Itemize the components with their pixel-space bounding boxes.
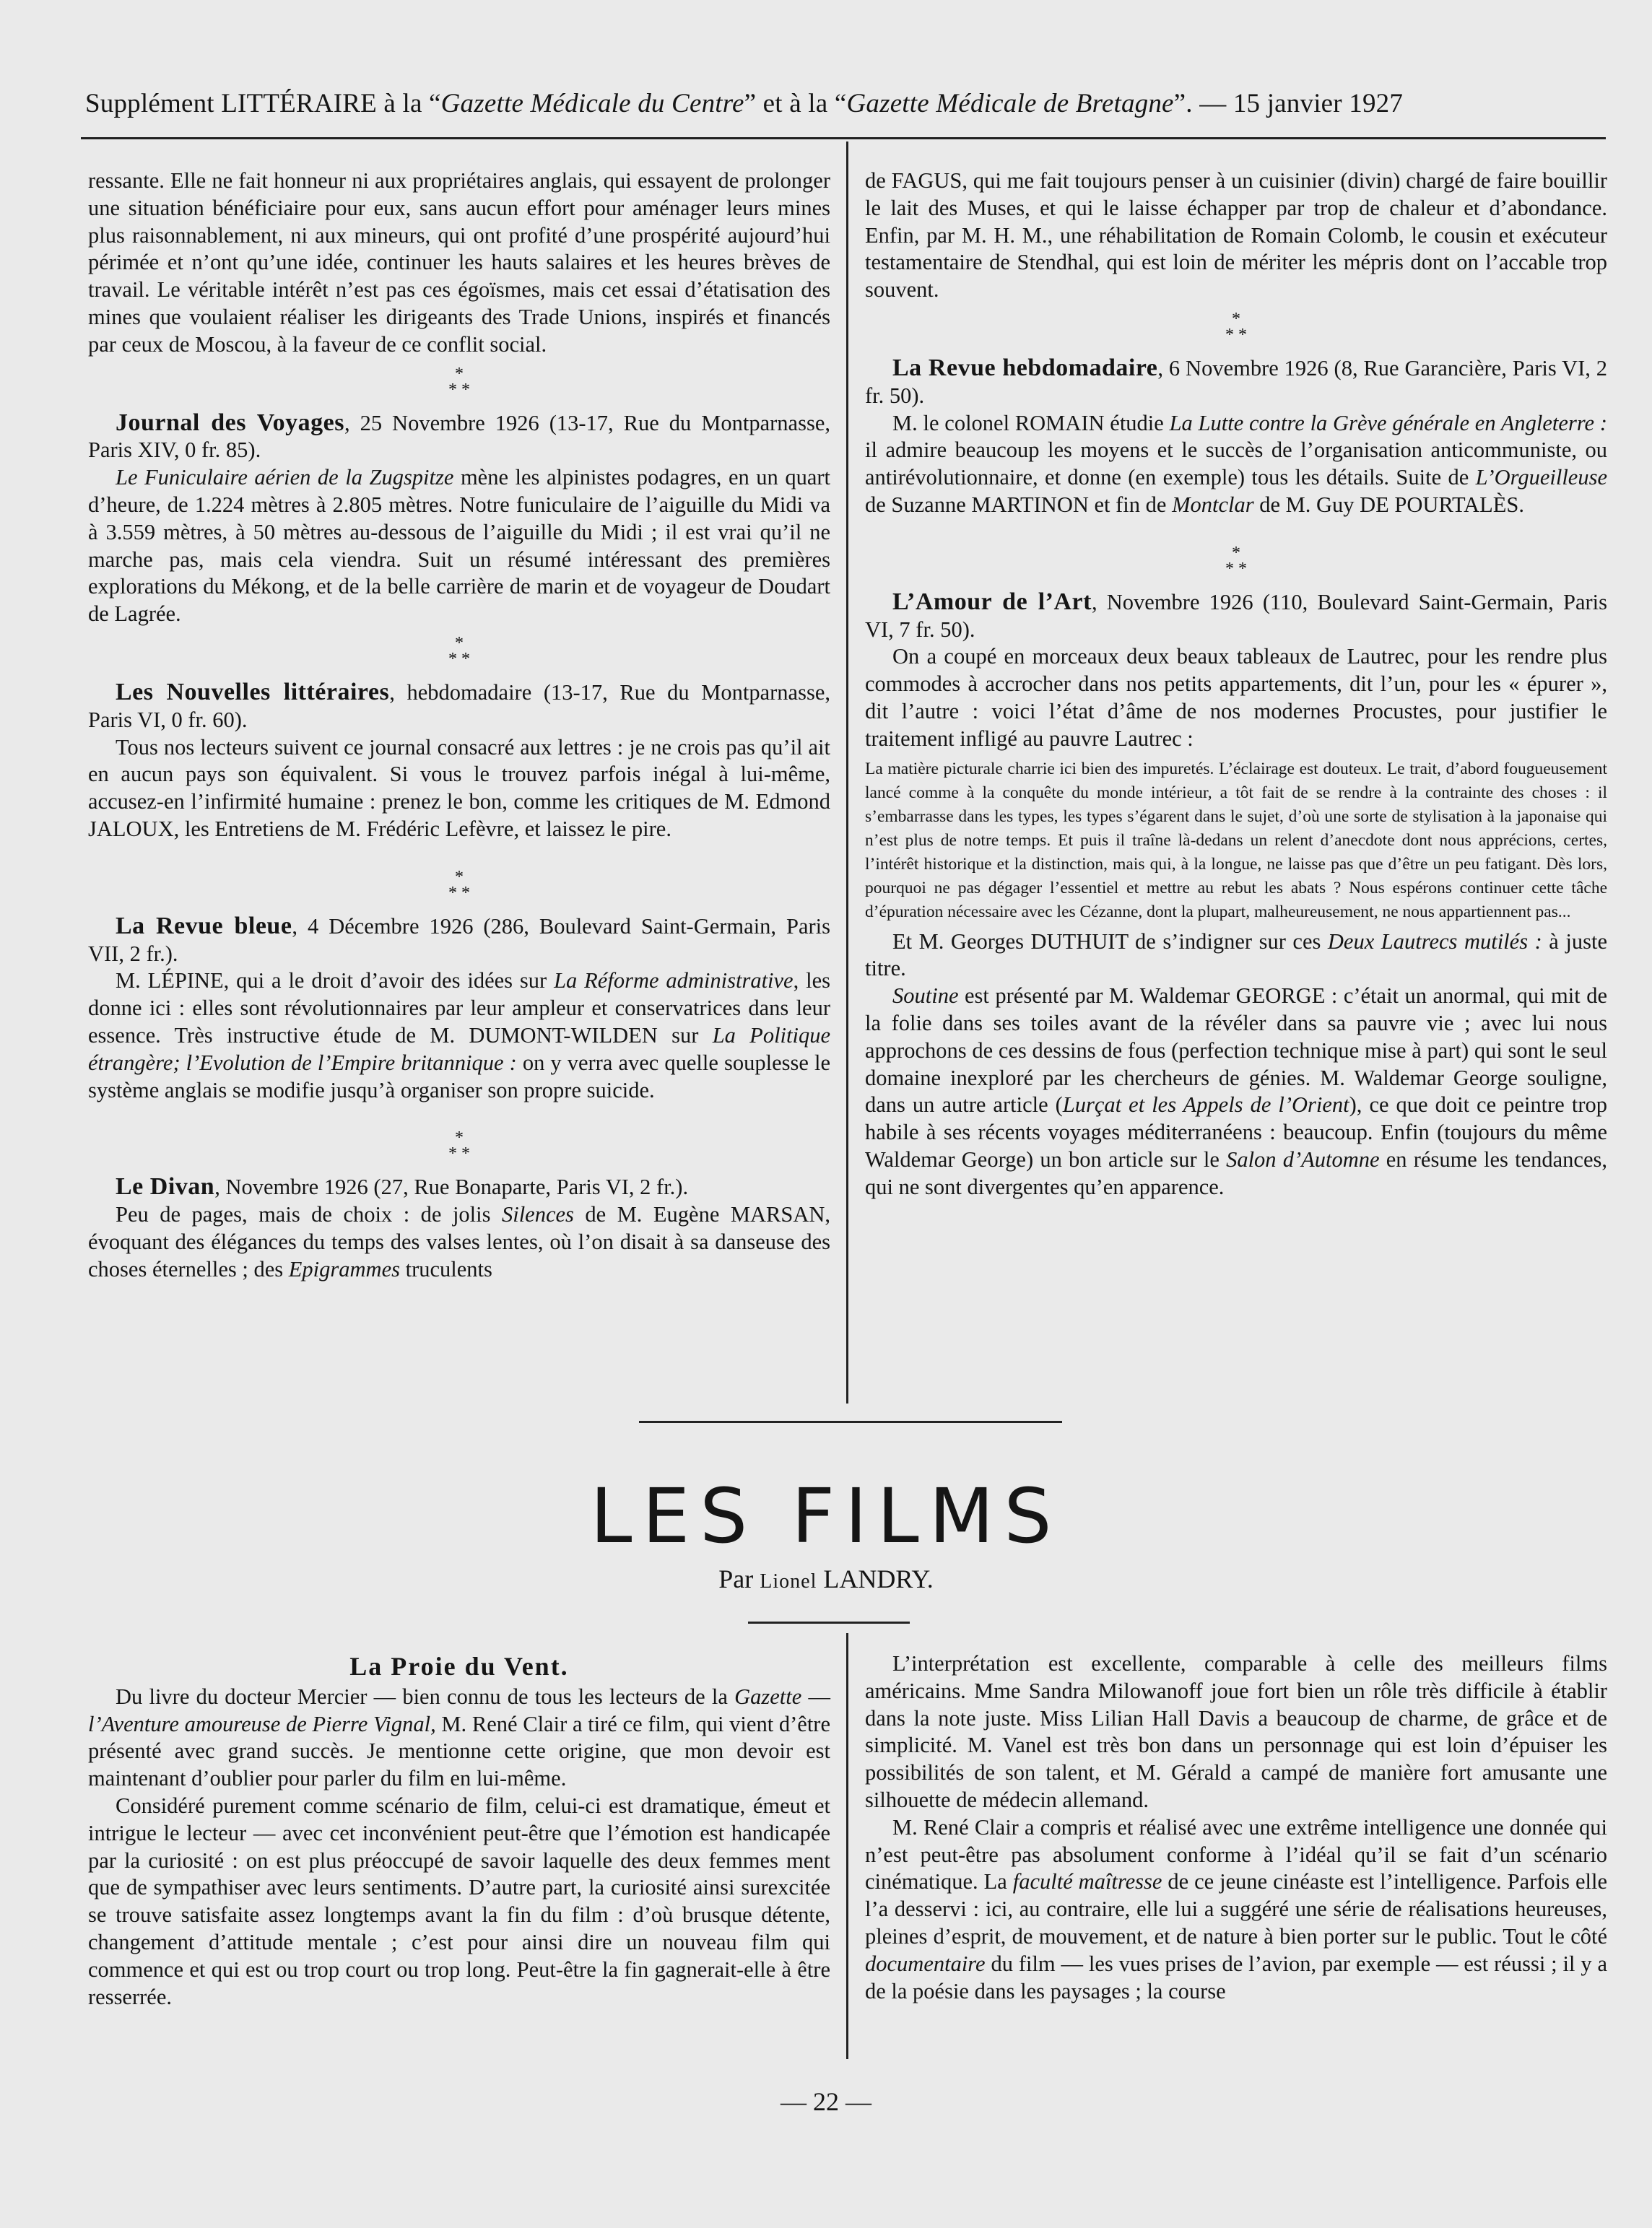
review-journal-des-voyages: Journal des Voyages, 25 Novembre 1926 (13-17, Rue du Montparnasse, Paris XIV, 0 fr. 85). — [88, 409, 830, 463]
header-gazette-centre: Gazette Médicale du Centre — [440, 89, 744, 118]
header-prefix: Supplément LITTÉRAIRE à la “ — [85, 89, 441, 118]
intro-paragraph: ressante. Elle ne fait honneur ni aux propriétaires anglais, qui essayent de prolonger une situation bénéficiaire pour eux, sans aucun effort pour aménager leurs mines plus raisonnablement, ni aux mineurs, qui ont profité d’une prospérité aujourd’hui périmée et n’ont qu’une idée, continuer les hauts salaires et les heures brèves de travail. Le véritable intérêt n’est pas ces égoïsmes, mais cet essai d’étatisation des mines que voulaient réaliser les dirigeants des Trade Unions, inspirés et financés par ceux de Moscou, à la faveur de ce conflit social. — [88, 168, 830, 357]
author-last-name: LANDRY. — [817, 1565, 934, 1593]
entry-title: Les Nouvelles littéraires — [116, 678, 390, 705]
header-mid: ” et à la “ — [744, 89, 847, 118]
intro-paragraph: de FAGUS, qui me fait toujours penser à un cuisinier (divin) chargé de faire bouillir le lait des Muses, et qui le laisse échapper par trop de chaleur et d’abondance. Enfin, par M. H. M., une réhabilitation de Romain Colomb, le cousin et exécuteur testamentaire de Stendhal, qui est loin de mériter les mépris dont on l’accable trop souvent. — [865, 168, 1607, 303]
review-revue-bleue: La Revue bleue, 4 Décembre 1926 (286, Boulevard Saint-Germain, Paris VII, 2 fr.). — [88, 912, 830, 966]
entry-title: La Revue hebdomadaire — [892, 354, 1158, 381]
film-review-title: La Proie du Vent. — [349, 1652, 569, 1681]
header-rule — [81, 137, 1606, 139]
column-divider-bottom — [846, 1633, 848, 2059]
asterism: * * * — [1225, 543, 1247, 578]
asterism: * * * — [448, 364, 470, 399]
films-section-title: LES FILMS — [590, 1472, 1062, 1560]
header-gazette-bretagne: Gazette Médicale de Bretagne — [846, 89, 1174, 118]
review-le-divan: Le Divan, Novembre 1926 (27, Rue Bonaparte, Paris VI, 2 fr.). — [116, 1173, 689, 1201]
author-first-name: Lionel — [760, 1570, 817, 1593]
header-date: ”. — 15 janvier 1927 — [1173, 89, 1404, 118]
entry-title: La Revue bleue — [116, 912, 292, 939]
films-left-column: La Proie du Vent. Du livre du docteur Mercier — bien connu de tous les lecteurs de la Gazette — l’Aventure amoureuse de Pierre Vignal, M. René Clair a tiré ce film, qui vient d’être présenté avec grand succès. Je mentionne cette origine, que mon devoir est maintenant d’oublier pour parler du film en lui-même. Considéré purement comme scénario de film, celui-ci est dramatique, émeut et intrigue le lecteur — avec cet inconvénient peut-être que l’émotion est handicapée par la curiosité : on est plus préoccupé de savoir laquelle des deux femmes ment que de sympathiser avec leurs sentiments. D’autre part, la curiosité ainsi surexcitée se trouve satisfaite assez longtemps avant la fin du film : d’où brusque détente, changement d’attitude mentale ; c’est pour ainsi dire un nouveau film qui commence et qui est ou trop court ou trop long. Peut-être la fin gagnerait-elle à être resserrée. — [88, 1652, 830, 2009]
asterism: * * * — [448, 867, 470, 902]
asterism: * * * — [1225, 309, 1247, 344]
column-divider-top — [846, 142, 848, 1404]
page-number: — 22 — — [781, 2087, 871, 2116]
films-right-column: L’interprétation est excellente, comparable à celle des meilleurs films américains. Mme Sandra Milowanoff joue fort bien un rôle très difficile à établir dans la note juste. Miss Lilian Hall Davis a beaucoup de charme, de grâce et de simplicité. M. Vanel est très bon dans un personnage qui est loin d’épuiser les possibilités de son talent, et M. Gérald a campé de manière fort amusante une silhouette de médecin allemand. M. René Clair a compris et réalisé avec une extrême intelligence une donnée qui n’est peut-être pas absolument conforme à l’idéal qu’il se fait d’un scénario cinématique. La faculté maîtresse de ce jeune cinéaste est l’intelligence. Parfois elle l’a desservi : ici, au contraire, elle lui a suggéré une série de réalisations heureuses, pleines d’esprit, de mouvement, et de nature à bien porter sur le public. Tout le côté documentaire du film — les vues prises de l’avion, par exemple — est réussi ; il y a de la poésie dans les paysages ; la course — [865, 1651, 1607, 2003]
entry-title: L’Amour de l’Art — [892, 588, 1092, 615]
films-byline: Par Lionel LANDRY. — [718, 1565, 934, 1593]
running-header — [85, 88, 1609, 119]
entry-title: Le Divan — [116, 1173, 215, 1201]
block-quote: La matière picturale charrie ici bien des impuretés. L’éclairage est douteux. Le trait, d’abord fougueusement lancé comme à la conquête du monde intérieur, a tôt fait de se rendre à la contrainte des choses : il s’embarrasse dans les types, les types s’égarent dans le sujet, d’où une sorte de stylisation à la japonaise qui n’est plus de notre temps. Et puis il traîne là-dedans un relent d’anecdote dont nous apprécions, certes, l’intérêt historique et la distinction, mais qui, à la longue, ne laisse pas que d’être un peu fatigant. Dès lors, pourquoi ne pas dégager l’essentiel et mettre au rebut les abats ? Nous espérons continuer cette tâche d’épuration nécessaire avec les Cézanne, dont la plupart, malheureusement, ne nous appartiennent pas... — [865, 759, 1607, 921]
asterism: * * * — [448, 1128, 470, 1164]
review-revue-hebdomadaire: La Revue hebdomadaire, 6 Novembre 1926 (8, Rue Garancière, Paris VI, 2 fr. 50). — [865, 354, 1607, 408]
right-column: de FAGUS, qui me fait toujours penser à un cuisinier (divin) chargé de faire bouillir le lait des Muses, et qui le laisse échapper par trop de chaleur et d’abondance. Enfin, par M. H. M., une réhabilitation de Romain Colomb, le cousin et exécuteur testamentaire de Stendhal, qui est loin de mériter les mépris dont on l’accable trop souvent. * * * La Revue hebdomadaire, 6 Novembre 1926 (8, Rue Garancière, Paris VI, 2 fr. 50). M. le colonel ROMAIN étudie La Lutte contre la Grève générale en Angleterre : il admire beaucoup les moyens et le succès de l’organisation anticommuniste, ou antirévolutionnaire, et donne (en exemple) tous les détails. Suite de L’Orgueilleuse de Suzanne MARTINON et fin de Montclar de M. Guy DE POURTALÈS. * * * L’Amour de l’Art, Novembre 1926 (110, Boulevard Saint-Germain, Paris VI, 7 fr. 50). On a coupé en morceaux deux beaux tableaux de Lautrec, pour les rendre plus commodes à accrocher dans nos petits appartements, dit l’un, pour les « épurer », dit l’autre : voici l’état d’âme de nos modernes Procustes, pour justifier le traitement infligé au pauvre Lautrec : La matière picturale charrie ici bien des impuretés. L’éclairage est douteux. Le trait, d’abord fougueusement lancé comme à la conquête du monde intérieur, a tôt fait de se rendre à la contrainte des choses : il s’embarrasse dans les types, les types s’égarent dans le sujet, d’où une sorte de stylisation à la japonaise qui n’est plus de notre temps. Et puis il traîne là-dedans un relent d’anecdote dont nous apprécions, certes, l’intérêt historique et la distinction, mais qui, à la longue, ne laisse pas que d’être un peu fatigant. Dès lors, pourquoi ne pas dégager l’essentiel et mettre au rebut les abats ? Nous espérons continuer cette tâche d’épuration nécessaire avec les Cézanne, dont la plupart, malheureusement, ne nous appartiennent pas... Et M. Georges DUTHUIT de s’indigner sur ces Deux Lautrecs mutilés : à juste titre. Soutine est présenté par M. Waldemar GEORGE : c’était un anormal, qui mit de la folie dans ses toiles avant de la révéler dans sa pauvre vie ; avec lui nous approchons de ces dessins de fous (perfection technique mise à part) qui sont le seul domaine inexploré par les chercheurs de génies. M. Waldemar George souligne, dans un autre article (Lurçat et les Appels de l’Orient), ce que doit ce peintre trop habile à ses récents voyages méditerranéens : beaucoup. Enfin (toujours du même Waldemar George) un bon article sur le Salon d’Automne en résume les tendances, qui ne sont divergentes qu’en apparence. — [865, 168, 1608, 1199]
section-rule-bottom — [748, 1622, 910, 1624]
review-nouvelles-litteraires: Les Nouvelles littéraires, hebdomadaire (13-17, Rue du Montparnasse, Paris VI, 0 fr. 60). — [88, 678, 830, 732]
review-amour-de-l-art: L’Amour de l’Art, Novembre 1926 (110, Boulevard Saint-Germain, Paris VI, 7 fr. 50). — [865, 588, 1607, 642]
section-rule-top — [639, 1421, 1062, 1423]
left-column: ressante. Elle ne fait honneur ni aux propriétaires anglais, qui essayent de prolonger une situation bénéficiaire pour eux, sans aucun effort pour aménager leurs mines plus raisonnablement, ni aux mineurs, qui ont profité d’une prospérité aujourd’hui périmée et n’ont qu’une idée, continuer les hauts salaires et les heures brèves de travail. Le véritable intérêt n’est pas ces égoïsmes, mais cet essai d’étatisation des mines que voulaient réaliser les dirigeants des Trade Unions, inspirés et financés par ceux de Moscou, à la faveur de ce conflit social. * * * Journal des Voyages, 25 Novembre 1926 (13-17, Rue du Montparnasse, Paris XIV, 0 fr. 85). Le Funiculaire aérien de la Zugspitze mène les alpinistes podagres, en un quart d’heure, de 1.224 mètres à 2.805 mètres. Notre funiculaire de l’aiguille du Midi va à 3.559 mètres, à 50 mètres au-dessous de l’aiguille du Midi ; il est vrai qu’il ne marche pas, mais cela viendra. Suit un résumé intéressant des premières explorations du Mékong, et de la belle carrière de marin et de voyageur de Doudart de Lagrée. * * * Les Nouvelles littéraires, hebdomadaire (13-17, Rue du Montparnasse, Paris VI, 0 fr. 60). Tous nos lecteurs suivent ce journal consacré aux lettres : je ne crois pas qu’il ait en aucun pays son équivalent. Si vous le trouvez parfois inégal à lui-même, accusez-en l’infirmité humaine : prenez le bon, comme les critiques de M. Edmond JALOUX, les Entretiens de M. Frédéric Lefèvre, et laissez le pire. * * * La Revue bleue, 4 Décembre 1926 (286, Boulevard Saint-Germain, Paris VII, 2 fr.). M. LÉPINE, qui a le droit d’avoir des idées sur La Réforme administrative, les donne ici : elles sont révolutionnaires par leur ampleur et conservatrices dans leur essence. Très instructive étude de M. DUMONT-WILDEN sur La Politique étrangère; l’Evolution de l’Empire britannique : on y verra avec quelle souplesse le système anglais se modifie jusqu’à organiser son propre suicide. * * * Le Divan, Novembre 1926 (27, Rue Bonaparte, Paris VI, 2 fr.). Peu de pages, mais de choix : de jolis Silences de M. Eugène MARSAN, évoquant des élégances du temps des valses lentes, où l’on disait à sa danseuse des choses éternelles ; des Epigrammes truculents — [88, 168, 831, 1281]
asterism: * * * — [448, 633, 470, 669]
entry-title: Journal des Voyages — [116, 409, 344, 436]
